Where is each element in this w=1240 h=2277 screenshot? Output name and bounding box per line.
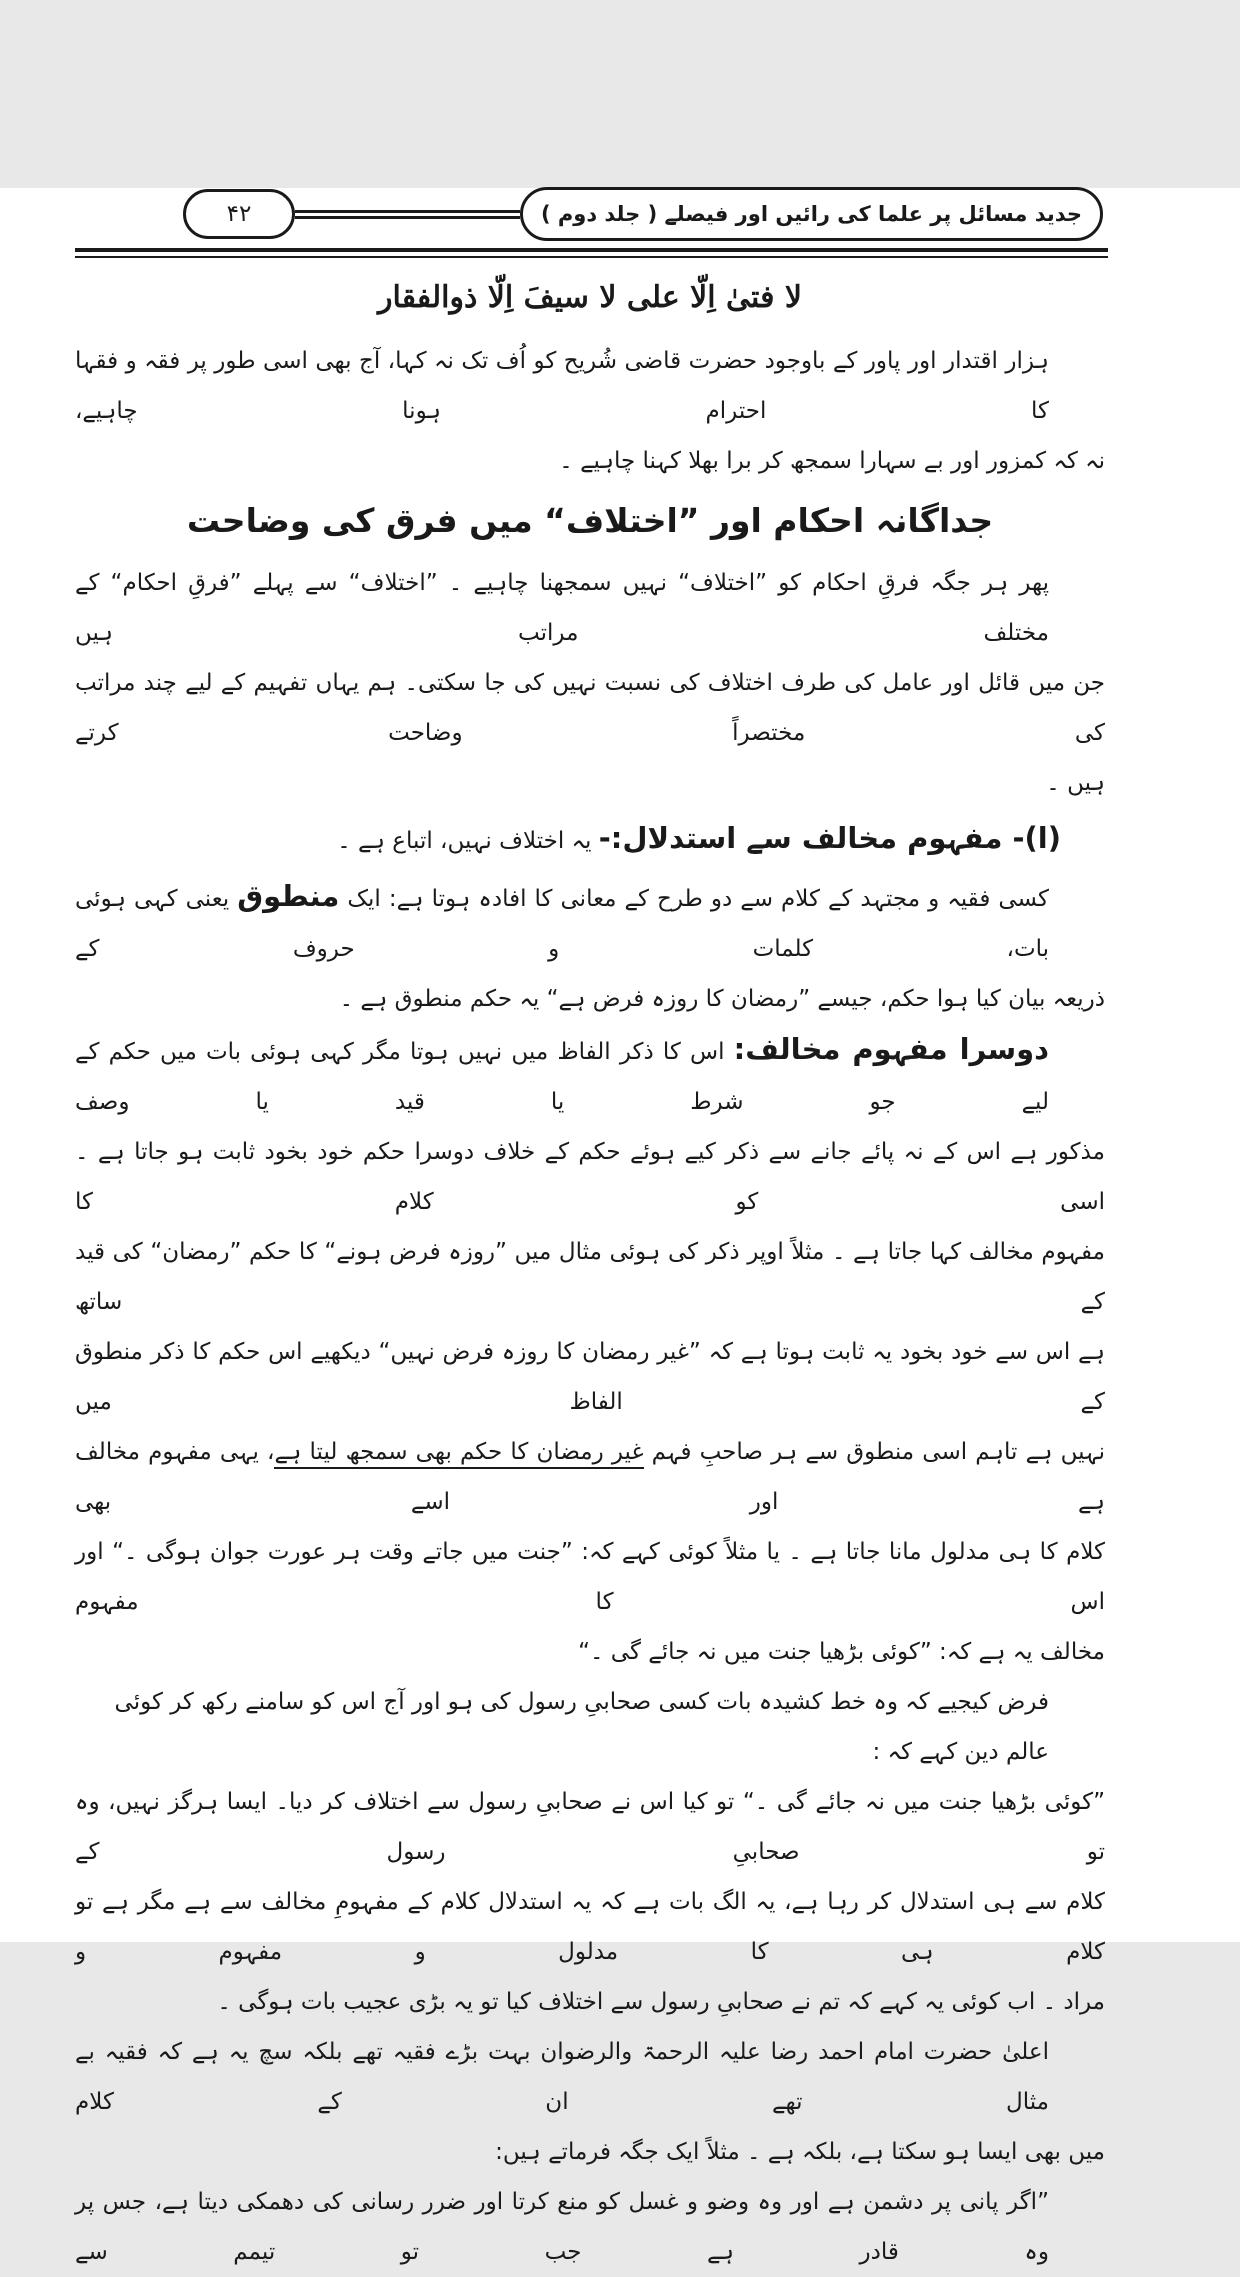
text-line <box>75 558 1105 658</box>
text-line <box>75 1427 1105 1527</box>
book-title: جدید مسائل پر علما کی رائیں اور فیصلے ( جلد دوم ) <box>540 202 1082 226</box>
text-line <box>75 1327 1105 1427</box>
text-run: یہ اختلاف نہیں، اتباع ہے ۔ <box>337 828 599 854</box>
page-number: ۴۲ <box>226 201 252 227</box>
text-line <box>75 1527 1105 1627</box>
text-run: نہیں ہے تاہم اسی منطوق سے ہر صاحبِ فہم <box>643 1439 1105 1465</box>
page-number-badge <box>183 189 295 239</box>
underlined-phrase: غیر رمضان کا حکم بھی سمجھ لیتا ہے <box>274 1439 643 1469</box>
text-run: مفہوم مخالف کہا جاتا ہے ۔ مثلاً اوپر ذکر کی ہوئی مثال میں ”روزہ فرض ہونے“ کا حکم ”رمضان“ کی قید کے ساتھ <box>75 1239 1105 1315</box>
paragraph <box>75 808 1105 871</box>
text-line <box>75 2127 1105 2177</box>
paragraph <box>75 558 1105 808</box>
bold-term: منطوق <box>237 879 340 913</box>
text-line <box>75 2177 1105 2277</box>
scanned-book-page <box>0 188 1240 2265</box>
header-rule <box>295 210 520 219</box>
paragraph <box>75 1677 1105 2027</box>
paragraph <box>75 336 1105 486</box>
text-line <box>75 758 1105 808</box>
text-run: ، یہی مفہوم مخالف ہے اور اسے بھی <box>75 1439 1105 1515</box>
text-run: ”کوئی بڑھیا جنت میں نہ جائے گی ۔“ تو کیا اس نے صحابیِ رسول سے اختلاف کر دیا۔ ایسا ہرگز نہیں، وہ تو صحابیِ رسول کے <box>75 1789 1105 1865</box>
text-line <box>75 1627 1105 1677</box>
text-run: میں بھی ایسا ہو سکتا ہے، بلکہ ہے ۔ مثلاً ایک جگہ فرماتے ہیں: <box>495 2139 1105 2165</box>
text-line <box>75 1227 1105 1327</box>
text-run: کسی فقیہ و مجتہد کے کلام سے دو طرح کے معانی کا افادہ ہوتا ہے: ایک <box>339 886 1049 912</box>
bold-term: دوسرا مفہوم مخالف: <box>733 1032 1050 1066</box>
text-run: ہیں ۔ <box>1046 770 1105 796</box>
text-line <box>75 808 1105 871</box>
text-run: پھر ہر جگہ فرقِ احکام کو ”اختلاف“ نہیں سمجھنا چاہیے ۔ ”اختلاف“ سے پہلے ”فرقِ احکام“ کے مختلف مراتب ہیں <box>75 570 1049 646</box>
text-line <box>75 436 1105 486</box>
text-line <box>75 1777 1105 1877</box>
text-run: کلام سے ہی استدلال کر رہا ہے، یہ الگ بات ہے کہ یہ استدلال کلام کے مفہومِ مخالف سے ہے مگر ہے تو کلام ہی کا مدلول و مفہوم و <box>75 1889 1105 1965</box>
paragraph <box>75 1024 1105 1677</box>
text-run: جن میں قائل اور عامل کی طرف اختلاف کی نسبت نہیں کی جا سکتی۔ ہم یہاں تفہیم کے لیے چند مراتب کی مختصراً وضاحت کرتے <box>75 670 1105 746</box>
text-line <box>75 1127 1105 1227</box>
text-run: نہ کہ کمزور اور بے سہارا سمجھ کر برا بھلا کہنا چاہیے ۔ <box>559 448 1105 474</box>
document-body <box>75 336 1105 2277</box>
text-run: اس کا ذکر الفاظ میں نہیں ہوتا مگر کہی ہوئی بات میں حکم کے لیے جو شرط یا قید یا وصف <box>75 1039 1049 1115</box>
text-run: ”اگر پانی پر دشمن ہے اور وہ وضو و غسل کو منع کرتا اور ضرر رسانی کی دھمکی دیتا ہے، جس پر وہ قادر ہے جب تو تیمم سے <box>75 2189 1049 2265</box>
paragraph <box>75 2027 1105 2177</box>
arabic-epigraph: لا فتیٰ اِلّا علی لا سیفَ اِلّا ذوالفقار <box>378 280 802 315</box>
text-line <box>75 1977 1105 2027</box>
section-heading: جداگانہ احکام اور ”اختلاف“ میں فرق کی وضاحت <box>186 501 994 540</box>
text-line <box>75 1877 1105 1977</box>
text-run: مذکور ہے اس کے نہ پائے جانے سے ذکر کیے ہوئے حکم کے خلاف دوسرا حکم خود بخود ثابت ہو جاتا ہے ۔ اسی کو کلام کا <box>75 1139 1105 1215</box>
bold-term: (ا)- مفہوم مخالف سے استدلال:- <box>598 821 1061 855</box>
text-run: یعنی کہی ہوئی بات، کلمات و حروف کے <box>75 886 1049 962</box>
text-line <box>75 871 1105 974</box>
text-run: ذریعہ بیان کیا ہوا حکم، جیسے ”رمضان کا روزہ فرض ہے“ یہ حکم منطوق ہے ۔ <box>339 986 1105 1012</box>
header-double-rule <box>75 248 1108 258</box>
paragraph <box>75 2177 1105 2277</box>
text-run: ہے اس سے خود بخود یہ ثابت ہوتا ہے کہ ”غیر رمضان کا روزہ فرض نہیں“ دیکھیے اس حکم کا ذکر منطوق کے الفاظ میں <box>75 1339 1105 1415</box>
text-line <box>75 974 1105 1024</box>
text-line <box>75 658 1105 758</box>
paragraph <box>75 871 1105 1024</box>
text-run: مخالف یہ ہے کہ: ”کوئی بڑھیا جنت میں نہ جائے گی ۔“ <box>578 1639 1105 1665</box>
text-run: کلام کا ہی مدلول مانا جاتا ہے ۔ یا مثلاً کوئی کہے کہ: ”جنت میں جاتے وقت ہر عورت جوان ہوگی ۔“ اور اس کا مفہوم <box>75 1539 1105 1615</box>
text-line <box>75 1677 1105 1777</box>
text-line <box>75 2027 1105 2127</box>
page-header <box>183 188 1103 240</box>
text-line <box>75 336 1105 436</box>
text-run: مراد ۔ اب کوئی یہ کہے کہ تم نے صحابیِ رسول سے اختلاف کیا تو یہ بڑی عجیب بات ہوگی ۔ <box>217 1989 1105 2015</box>
text-run: فرض کیجیے کہ وہ خط کشیدہ بات کسی صحابیِ رسول کی ہو اور آج اس کو سامنے رکھ کر کوئی عالم دین کہے کہ : <box>114 1689 1049 1765</box>
text-line <box>75 1024 1105 1127</box>
text-run: اعلیٰ حضرت امام احمد رضا علیہ الرحمۃ والرضوان بہت بڑے فقیہ تھے بلکہ سچ یہ ہے کہ فقیہ بے مثال تھے ان کے کلام <box>75 2039 1049 2115</box>
book-title-badge <box>520 187 1103 241</box>
text-run: ہزار اقتدار اور پاور کے باوجود حضرت قاضی شُریح کو اُف تک نہ کہا، آج بھی اسی طور پر فقہ و فقہا کا احترام ہونا چاہیے، <box>75 348 1049 424</box>
